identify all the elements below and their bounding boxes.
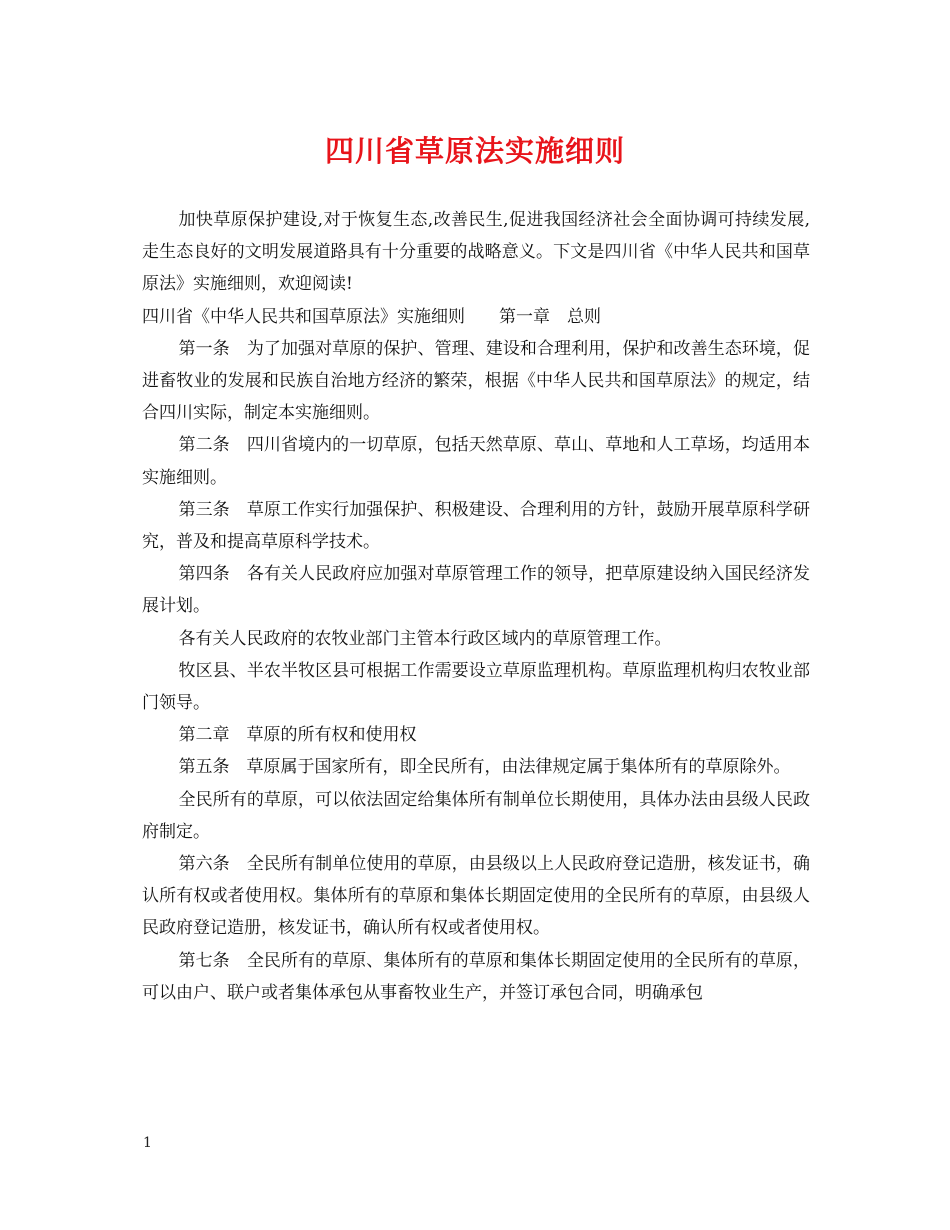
article-5: 第五条 草原属于国家所有，即全民所有，由法律规定属于集体所有的草原除外。 (178, 757, 791, 778)
article-3: 第三条 草原工作实行加强保护、积极建设、合理利用的方针，鼓励开展草原科学研究，普及和提高草原科学技术。 (142, 499, 810, 553)
document-body (142, 204, 810, 1009)
article-7: 第七条 全民所有的草原、集体所有的草原和集体长期固定使用的全民所有的草原，可以由户、联户或者集体承包从事畜牧业生产，并签订承包合同，明确承包 (142, 950, 810, 1003)
chapter-heading-2: 第二章 草原的所有权和使用权 (178, 725, 417, 746)
document-title: 四川省草原法实施细则 (324, 134, 625, 168)
article-4-clause-3: 牧区县、半农半牧区县可根据工作需要设立草原监理机构。草原监理机构归农牧业部门领导。 (142, 660, 810, 714)
intro-paragraph: 加快草原保护建设,对于恢复生态,改善民生,促进我国经济社会全面协调可持续发展,走生态良好的文明发展道路具有十分重要的战略意义。下文是四川省《中华人民共和国草原法》实施细则，欢迎阅读! (142, 210, 810, 295)
chapter-heading-1: 四川省《中华人民共和国草原法》实施细则 第一章 总则 (142, 306, 601, 327)
article-4-clause-2: 各有关人民政府的农牧业部门主管本行政区域内的草原管理工作。 (178, 628, 672, 649)
article-5-clause-2: 全民所有的草原，可以依法固定给集体所有制单位长期使用，具体办法由县级人民政府制定。 (142, 789, 810, 842)
page-number: 1 (143, 1135, 152, 1151)
article-2: 第二条 四川省境内的一切草原，包括天然草原、草山、草地和人工草场，均适用本实施细则。 (142, 435, 810, 488)
article-4: 第四条 各有关人民政府应加强对草原管理工作的领导，把草原建设纳入国民经济发展计划。 (142, 564, 810, 617)
article-1: 第一条 为了加强对草原的保护、管理、建设和合理利用，保护和改善生态环境，促进畜牧业的发展和民族自治地方经济的繁荣，根据《中华人民共和国草原法》的规定，结合四川实际，制定本实施细则。 (142, 338, 810, 424)
article-6: 第六条 全民所有制单位使用的草原，由县级以上人民政府登记造册，核发证书，确认所有权或者使用权。集体所有的草原和集体长期固定使用的全民所有的草原，由县级人民政府登记造册，核发证书，确认所有权或者使用权。 (142, 854, 810, 939)
